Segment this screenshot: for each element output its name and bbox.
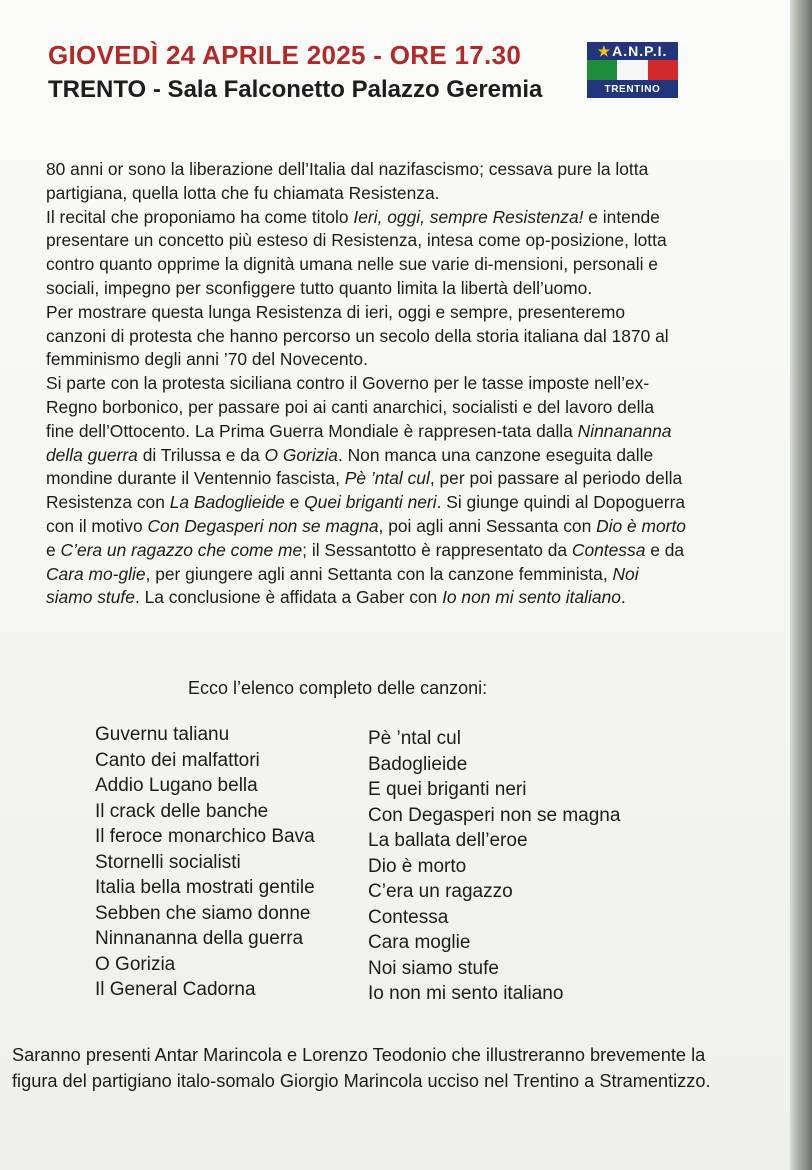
text-segment: e xyxy=(284,492,305,513)
title-italic: Ieri, oggi, sempre Resistenza! xyxy=(353,206,584,227)
text-segment: e xyxy=(46,539,61,560)
text-segment: 80 anni or sono la liberazione dell’Italia dal nazifascismo; cessava pure la lotta partigiana, quella lotta che fu chiamata Resistenza. xyxy=(46,159,649,203)
text-segment: . xyxy=(620,587,626,608)
logo-region: TRENTINO xyxy=(587,80,678,98)
song-item: Noi siamo stufe xyxy=(368,957,499,979)
paragraph xyxy=(46,158,686,206)
event-venue: TRENTO - Sala Falconetto Palazzo Geremia xyxy=(48,76,543,103)
title-italic: Con Degasperi non se magna xyxy=(147,515,379,536)
italian-flag-icon xyxy=(587,60,678,80)
description-text xyxy=(46,158,686,610)
song-item: La ballata dell’eroe xyxy=(368,830,528,851)
title-italic: Io non mi sento italiano xyxy=(442,587,621,608)
text-segment: ; il Sessantotto è rappresentato da xyxy=(302,539,572,560)
songs-intro: Ecco l’elenco completo delle canzoni: xyxy=(188,678,488,698)
title-italic: Dio è morto xyxy=(596,515,686,536)
event-date-title: GIOVEDÌ 24 APRILE 2025 - ORE 17.30 xyxy=(48,40,522,70)
paragraph xyxy=(46,301,686,372)
title-italic: Cara mo-glie xyxy=(46,563,146,584)
song-item: C’era un ragazzo xyxy=(368,881,513,902)
text-segment: Si parte con la protesta siciliana contro il Governo per le tasse imposte nell’ex-Regno borbonico, per passare poi ai canti anarchici, socialisti e del lavoro della fine dell’Ottocento. La Prima Guerra Mondiale è rappresen-tata dalla xyxy=(46,373,655,441)
song-item: Sebben che siamo donne xyxy=(95,902,311,924)
song-item: Guvernu talianu xyxy=(95,724,230,745)
text-segment: , poi agli anni Sessanta con xyxy=(378,515,597,536)
text-segment: di Trilussa e da xyxy=(137,444,265,465)
song-item: Con Degasperi non se magna xyxy=(368,804,621,826)
logo-text: A.N.P.I. xyxy=(612,43,668,59)
star-icon: ★ xyxy=(597,42,612,59)
text-segment: , per giungere agli anni Settanta con la canzone femminista, xyxy=(145,563,613,584)
song-item: Badoglieide xyxy=(368,753,468,775)
song-item: Ninnananna della guerra xyxy=(95,928,304,949)
song-item: Contessa xyxy=(368,906,449,928)
footer-note: Saranno presenti Antar Marincola e Lorenzo Teodonio che illustreranno brevemente la figura del partigiano italo-somalo Giorgio Marincola ucciso nel Trentino a Stramentizzo. xyxy=(12,1045,711,1091)
song-item: Il General Cadorna xyxy=(95,979,256,1000)
song-item: Canto dei malfattori xyxy=(95,749,260,771)
text-segment: . La conclusione è affidata a Gaber con xyxy=(134,587,443,608)
title-italic: C’era un ragazzo che come me xyxy=(60,539,303,560)
song-item: Io non mi sento italiano xyxy=(368,983,564,1004)
text-segment: Il recital che proponiamo ha come titolo xyxy=(46,206,354,227)
songs-list-left xyxy=(95,722,315,1003)
anpi-logo xyxy=(587,42,678,98)
song-item: Cara moglie xyxy=(368,932,471,953)
text-segment: . Non manca una canzone eseguita dalle mondine durante il Ventennio fascista, xyxy=(46,444,654,489)
title-italic: Noi siamo stufe xyxy=(46,563,639,608)
song-item: E quei briganti neri xyxy=(368,779,527,800)
song-item: Italia bella mostrati gentile xyxy=(95,877,315,898)
song-item: Pè ’ntal cul xyxy=(368,728,461,749)
text-segment: , per poi passare al periodo della Resistenza con xyxy=(46,468,683,513)
song-item: Il feroce monarchico Bava xyxy=(95,826,315,847)
text-segment: e da xyxy=(645,539,685,560)
song-item: O Gorizia xyxy=(95,953,176,975)
paragraph xyxy=(46,372,686,610)
title-italic: Contessa xyxy=(571,539,646,560)
text-segment: . Si giunge quindi al Dopoguerra con il motivo xyxy=(46,492,686,536)
paragraph xyxy=(46,206,686,301)
song-item: Stornelli socialisti xyxy=(95,851,241,873)
song-item: Addio Lugano bella xyxy=(95,775,258,796)
song-item: Il crack delle banche xyxy=(95,800,269,822)
title-italic: Ninnananna della guerra xyxy=(46,420,672,465)
title-italic: La Badoglieide xyxy=(169,492,285,513)
song-item: Dio è morto xyxy=(368,855,467,877)
text-segment: e intende presentare un concetto più esteso di Resistenza, intesa come op-posizione, lotta contro quanto opprime la dignità umana nelle sue varie di-mensioni, personali e sociali, impegno per sconfiggere tutto quanto limita la libertà dell’uomo. xyxy=(46,206,667,298)
text-segment: Per mostrare questa lunga Resistenza di ieri, oggi e sempre, presenteremo canzoni di protesta che hanno percorso un secolo della storia italiana dal 1870 al femminismo degli anni ’70 del Novecento. xyxy=(46,301,669,370)
title-italic: Pè ’ntal cul xyxy=(344,468,430,489)
page-edge xyxy=(790,0,812,1170)
title-italic: O Gorizia xyxy=(264,444,338,465)
songs-list-right xyxy=(368,726,620,1007)
title-italic: Quei briganti neri xyxy=(304,492,437,513)
